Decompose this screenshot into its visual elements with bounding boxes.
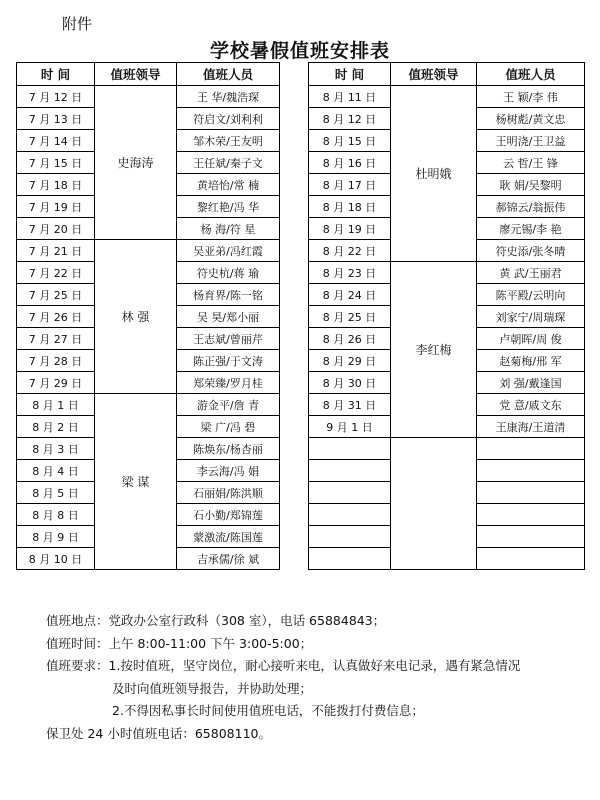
- duty-date: 8 月 29 日: [309, 350, 391, 372]
- attachment-label: 附件: [62, 15, 93, 33]
- duty-staff: 陈焕东/杨杏丽: [177, 438, 280, 460]
- duty-date: 7 月 19 日: [17, 196, 95, 218]
- duty-date: 8 月 31 日: [309, 394, 391, 416]
- schedule-table-left: [16, 62, 280, 570]
- duty-date: 7 月 28 日: [17, 350, 95, 372]
- duty-leader: 杜明娥: [391, 86, 477, 262]
- table-row: [17, 240, 280, 262]
- duty-requirement-1-cont: 及时向值班领导报告，并协助处理；: [112, 680, 313, 696]
- header-time: 时 间: [309, 63, 391, 86]
- duty-staff: 郝锦云/翁振伟: [477, 196, 585, 218]
- duty-staff: 符启文/刘利利: [177, 108, 280, 130]
- duty-staff: 王志斌/曾丽芹: [177, 328, 280, 350]
- duty-requirement-2: 2.不得因私事长时间使用值班电话，不能拨打付费信息；: [112, 703, 424, 718]
- duty-date: 7 月 27 日: [17, 328, 95, 350]
- duty-notes: [46, 610, 586, 745]
- duty-staff: 党 意/戚文东: [477, 394, 585, 416]
- table-row: [309, 86, 585, 108]
- duty-leader: 李红梅: [391, 262, 477, 438]
- duty-date: 7 月 18 日: [17, 174, 95, 196]
- duty-date: 8 月 4 日: [17, 460, 95, 482]
- duty-date: 8 月 24 日: [309, 284, 391, 306]
- duty-staff: 邹木荣/王友明: [177, 130, 280, 152]
- duty-date: 8 月 9 日: [17, 526, 95, 548]
- empty-cell: [477, 504, 585, 526]
- duty-leader: 史海涛: [95, 86, 177, 240]
- empty-cell: [477, 548, 585, 570]
- empty-cell: [309, 460, 391, 482]
- duty-staff: 王明浇/王卫益: [477, 130, 585, 152]
- empty-cell: [477, 438, 585, 460]
- duty-date: 7 月 22 日: [17, 262, 95, 284]
- duty-date: 7 月 14 日: [17, 130, 95, 152]
- table-row: [17, 394, 280, 416]
- duty-staff: 刘 强/戴逢国: [477, 372, 585, 394]
- header-leader: 值班领导: [391, 63, 477, 86]
- empty-cell: [309, 482, 391, 504]
- duty-date: 8 月 25 日: [309, 306, 391, 328]
- duty-staff: 王康海/王道清: [477, 416, 585, 438]
- duty-leader: 林 强: [95, 240, 177, 394]
- duty-date: 8 月 18 日: [309, 196, 391, 218]
- duty-staff: 王 华/魏浩琛: [177, 86, 280, 108]
- empty-row: [309, 438, 585, 460]
- empty-cell: [309, 526, 391, 548]
- duty-date: 8 月 11 日: [309, 86, 391, 108]
- duty-staff: 王 颖/李 伟: [477, 86, 585, 108]
- duty-staff: 黄培怡/常 楠: [177, 174, 280, 196]
- header-staff: 值班人员: [177, 63, 280, 86]
- duty-date: 8 月 17 日: [309, 174, 391, 196]
- duty-date: 7 月 15 日: [17, 152, 95, 174]
- duty-staff: 符史添/张冬晴: [477, 240, 585, 262]
- page-title: 学校暑假值班安排表: [209, 40, 390, 62]
- duty-date: 8 月 3 日: [17, 438, 95, 460]
- duty-hours: 值班时间：上午 8:00-11:00 下午 3:00-5:00；: [46, 635, 313, 651]
- duty-staff: 郑荣臻/罗月桂: [177, 372, 280, 394]
- schedule-table-right: [308, 62, 585, 570]
- duty-date: 7 月 13 日: [17, 108, 95, 130]
- duty-date: 8 月 10 日: [17, 548, 95, 570]
- duty-location: 值班地点：党政办公室行政科（308 室），电话 65884843；: [46, 613, 386, 628]
- duty-date: 8 月 16 日: [309, 152, 391, 174]
- duty-date: 8 月 30 日: [309, 372, 391, 394]
- security-phone: 保卫处 24 小时值班电话：65808110。: [46, 725, 271, 741]
- duty-staff: 梁 广/冯 碧: [177, 416, 280, 438]
- duty-staff: 符史杭/蒋 瑜: [177, 262, 280, 284]
- empty-cell: [309, 438, 391, 460]
- duty-staff: 黄 武/王丽君: [477, 262, 585, 284]
- duty-date: 9 月 1 日: [309, 416, 391, 438]
- empty-cell: [391, 438, 477, 570]
- table-header-row: [309, 63, 585, 86]
- header-time: 时 间: [17, 63, 95, 86]
- duty-staff: 石小勤/郑锦莲: [177, 504, 280, 526]
- duty-staff: 杨 海/符 星: [177, 218, 280, 240]
- duty-staff: 耿 娟/吴黎明: [477, 174, 585, 196]
- header-staff: 值班人员: [477, 63, 585, 86]
- duty-staff: 吉承儒/徐 斌: [177, 548, 280, 570]
- header-leader: 值班领导: [95, 63, 177, 86]
- table-header-row: [17, 63, 280, 86]
- duty-date: 8 月 12 日: [309, 108, 391, 130]
- duty-staff: 游金平/詹 青: [177, 394, 280, 416]
- duty-date: 8 月 1 日: [17, 394, 95, 416]
- duty-staff: 陈正强/于文涛: [177, 350, 280, 372]
- empty-cell: [477, 482, 585, 504]
- duty-staff: 吴亚弟/冯红霞: [177, 240, 280, 262]
- empty-cell: [477, 460, 585, 482]
- duty-date: 8 月 19 日: [309, 218, 391, 240]
- duty-date: 8 月 8 日: [17, 504, 95, 526]
- duty-staff: 石丽娟/陈洪顺: [177, 482, 280, 504]
- duty-date: 8 月 23 日: [309, 262, 391, 284]
- duty-staff: 黎红艳/冯 华: [177, 196, 280, 218]
- duty-staff: 廖元锡/李 艳: [477, 218, 585, 240]
- duty-staff: 蒙激流/陈国莲: [177, 526, 280, 548]
- duty-date: 7 月 21 日: [17, 240, 95, 262]
- duty-staff: 云 哲/王 锋: [477, 152, 585, 174]
- duty-date: 8 月 2 日: [17, 416, 95, 438]
- duty-staff: 陈平殿/云明向: [477, 284, 585, 306]
- duty-requirement-1: 值班要求：1.按时值班，坚守岗位，耐心接听来电，认真做好来电记录，遇有紧急情况: [46, 658, 521, 673]
- duty-staff: 吴 昊/郑小丽: [177, 306, 280, 328]
- duty-staff: 王任斌/秦子文: [177, 152, 280, 174]
- empty-cell: [309, 504, 391, 526]
- duty-leader: 梁 谋: [95, 394, 177, 570]
- duty-date: 7 月 25 日: [17, 284, 95, 306]
- duty-staff: 刘家宁/周瑞琛: [477, 306, 585, 328]
- duty-staff: 卢朝晖/周 俊: [477, 328, 585, 350]
- schedule-body-left: [17, 86, 280, 570]
- duty-date: 7 月 20 日: [17, 218, 95, 240]
- duty-date: 7 月 29 日: [17, 372, 95, 394]
- table-row: [309, 262, 585, 284]
- schedule-body-right: [309, 86, 585, 570]
- duty-date: 8 月 22 日: [309, 240, 391, 262]
- duty-date: 7 月 12 日: [17, 86, 95, 108]
- duty-staff: 李云海/冯 娟: [177, 460, 280, 482]
- empty-cell: [477, 526, 585, 548]
- duty-staff: 杨树彪/黄文忠: [477, 108, 585, 130]
- duty-staff: 杨育界/陈一铭: [177, 284, 280, 306]
- duty-date: 8 月 15 日: [309, 130, 391, 152]
- duty-date: 8 月 5 日: [17, 482, 95, 504]
- duty-date: 7 月 26 日: [17, 306, 95, 328]
- duty-date: 8 月 26 日: [309, 328, 391, 350]
- duty-staff: 赵菊梅/邢 军: [477, 350, 585, 372]
- table-row: [17, 86, 280, 108]
- empty-cell: [309, 548, 391, 570]
